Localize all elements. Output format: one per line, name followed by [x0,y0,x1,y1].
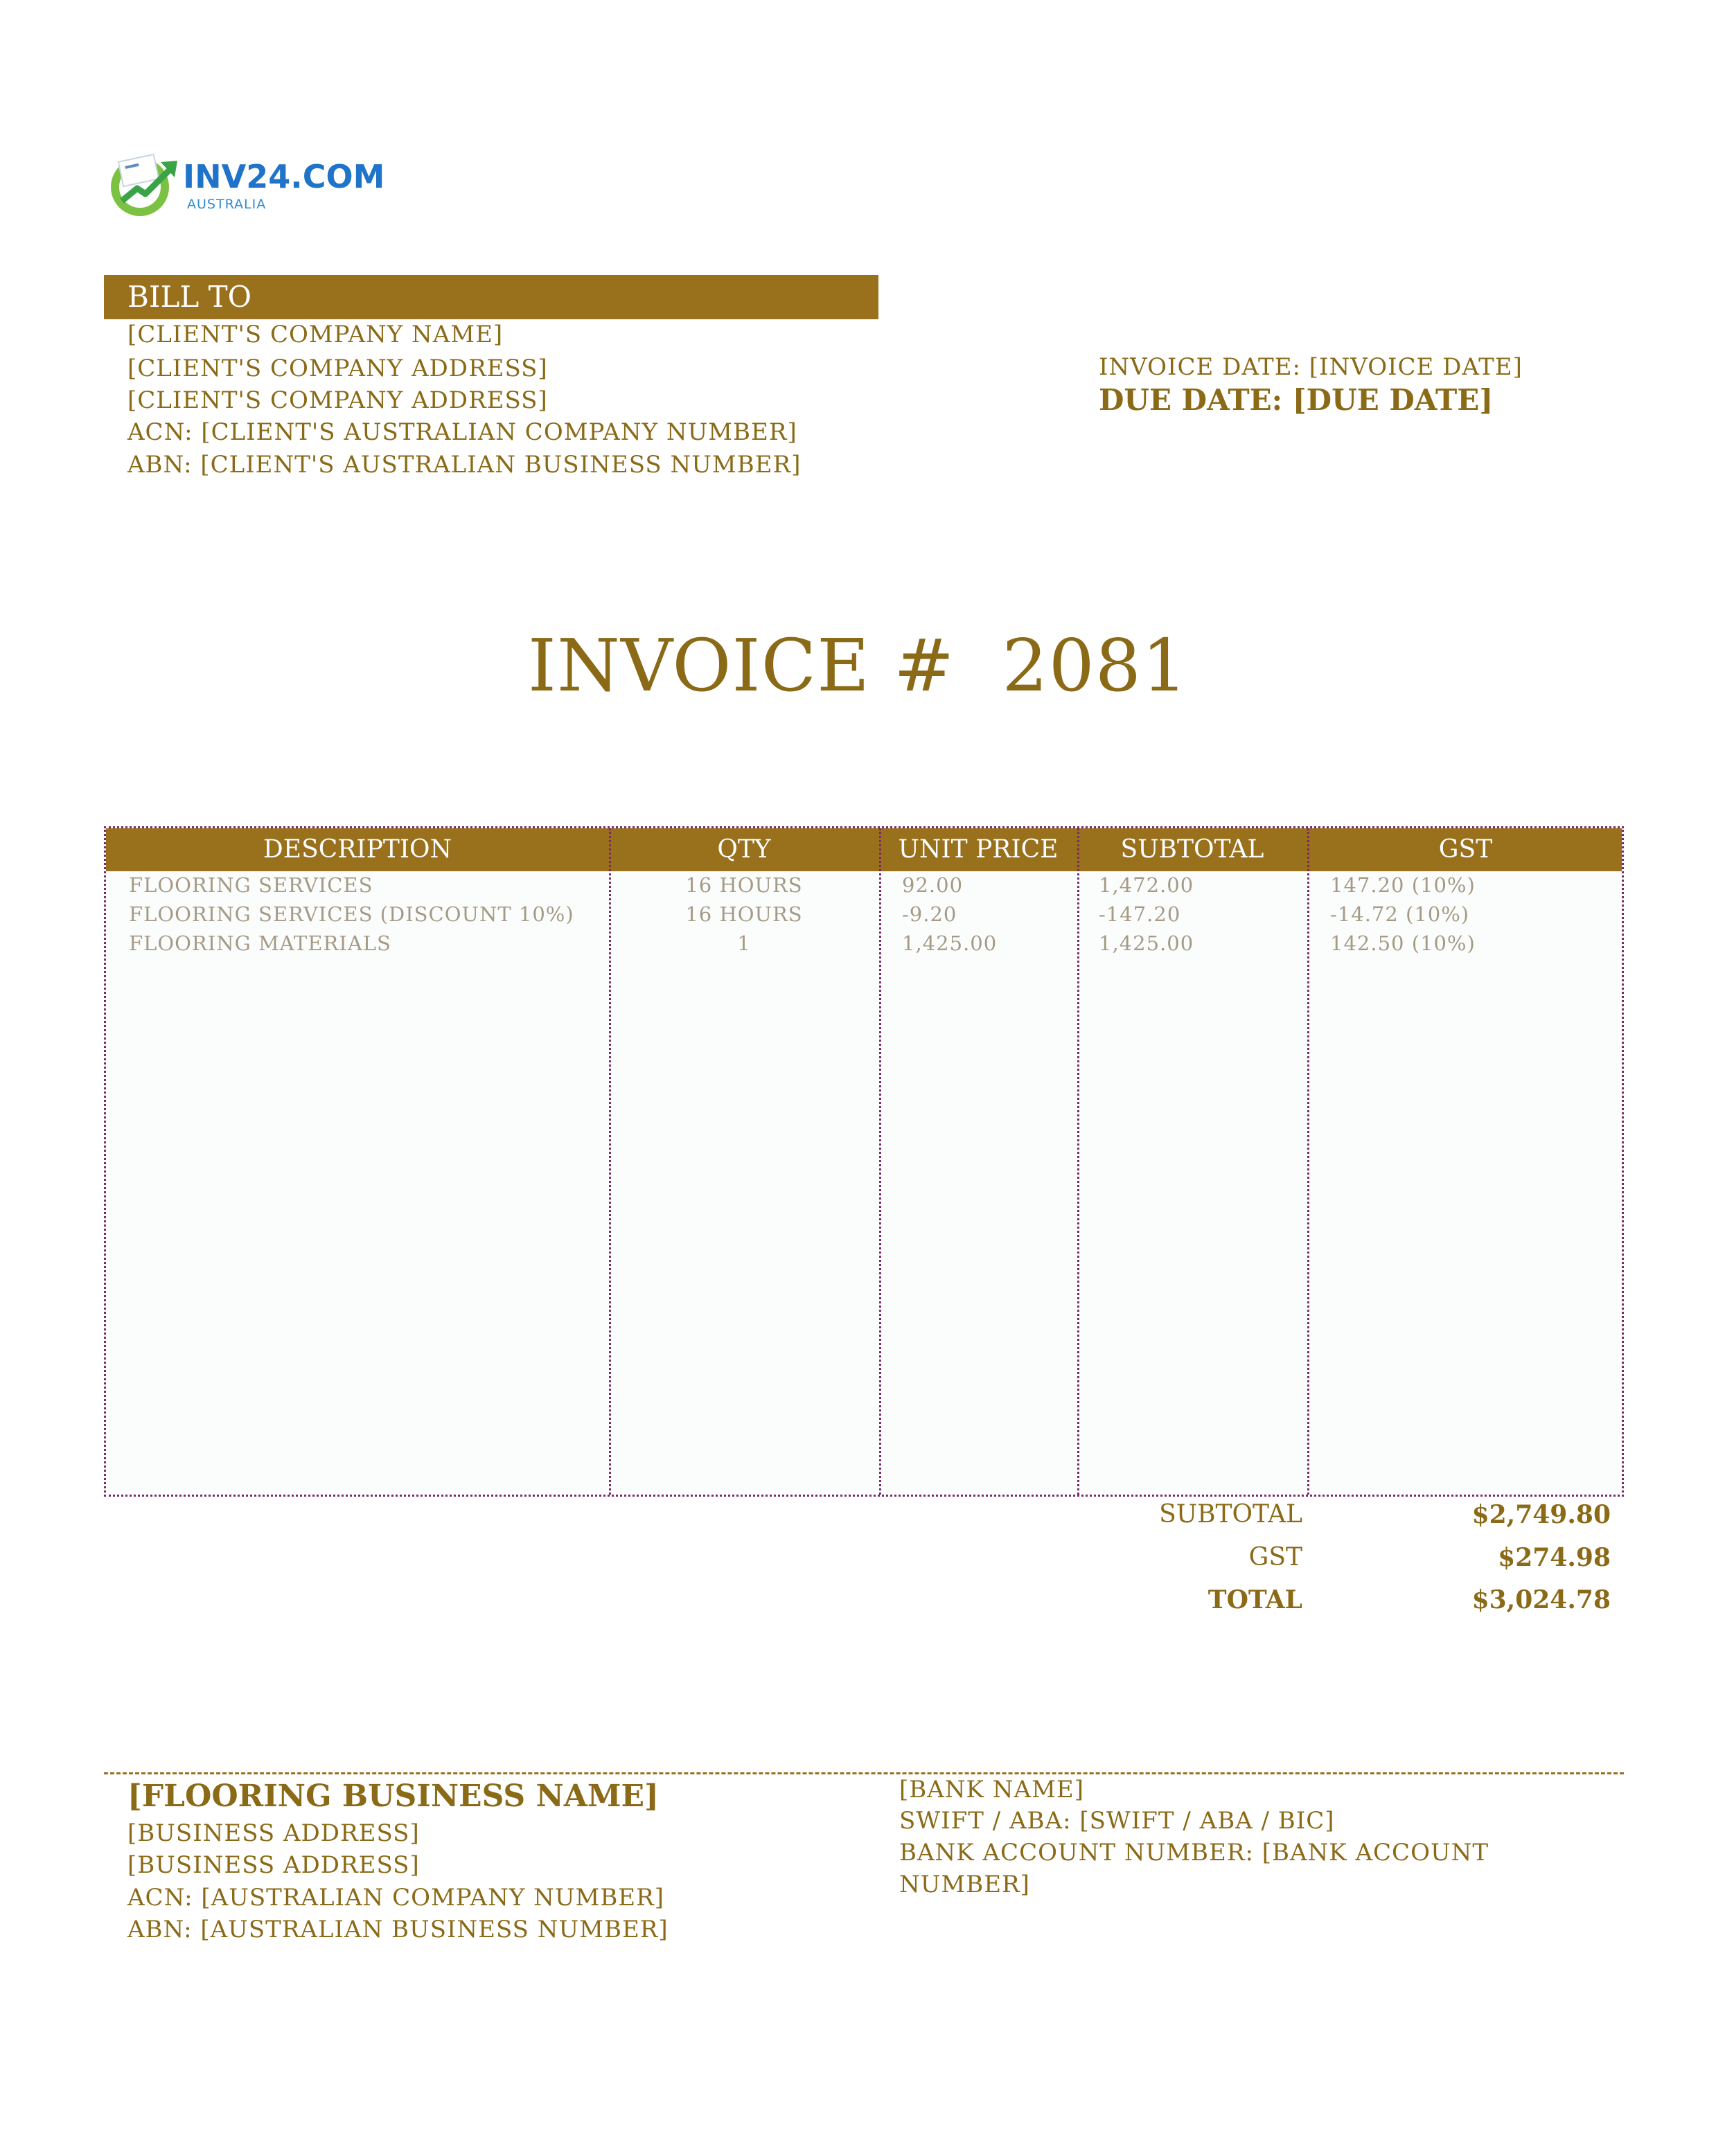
item-gst: -14.72 (10%) [1330,902,1470,926]
business-name: [FLOORING BUSINESS NAME] [127,1779,659,1814]
logo-brand: INV24.COM [183,158,385,195]
gst-label: GST [1248,1543,1302,1571]
logo-region: AUSTRALIA [187,197,267,212]
item-description: FLOORING SERVICES [129,873,373,897]
invoice-date: INVOICE DATE: [INVOICE DATE] [1099,353,1523,381]
item-description: FLOORING SERVICES (DISCOUNT 10%) [129,902,574,926]
footer-divider [104,1772,1624,1774]
company-logo [105,147,385,223]
item-subtotal: 1,425.00 [1099,932,1194,955]
bank-account-number-cont: NUMBER] [899,1871,1030,1898]
col-header-description: DESCRIPTION [263,835,452,864]
total-value: $3,024.78 [1471,1585,1611,1614]
bill-to-header: BILL TO [104,275,878,319]
invoice-title: INVOICE # 2081 [527,623,1189,708]
bill-to-abn: ABN: [CLIENT'S AUSTRALIAN BUSINESS NUMBER] [127,451,802,479]
bill-to-address-2: [CLIENT'S COMPANY ADDRESS] [127,386,548,414]
business-acn: ACN: [AUSTRALIAN COMPANY NUMBER] [127,1884,664,1912]
item-subtotal: -147.20 [1099,902,1181,926]
item-gst: 142.50 (10%) [1330,932,1476,955]
business-abn: ABN: [AUSTRALIAN BUSINESS NUMBER] [127,1916,669,1943]
total-label: TOTAL [1208,1585,1302,1614]
business-address-2: [BUSINESS ADDRESS] [127,1851,420,1879]
column-divider [1077,828,1079,1495]
due-date: DUE DATE: [DUE DATE] [1099,383,1494,417]
item-unit-price: 92.00 [902,873,964,897]
item-description: FLOORING MATERIALS [129,932,391,955]
subtotal-label: SUBTOTAL [1159,1500,1302,1529]
item-gst: 147.20 (10%) [1330,873,1476,897]
column-divider [1307,828,1309,1495]
bill-to-company-name: [CLIENT'S COMPANY NAME] [127,321,504,348]
col-header-subtotal: SUBTOTAL [1120,835,1264,864]
item-unit-price: -9.20 [902,902,957,926]
column-divider [879,828,881,1495]
bank-swift: SWIFT / ABA: [SWIFT / ABA / BIC] [899,1807,1335,1835]
column-divider [609,828,611,1495]
item-unit-price: 1,425.00 [902,932,998,955]
business-address-1: [BUSINESS ADDRESS] [127,1819,420,1847]
col-header-gst: GST [1438,835,1493,864]
table-header-row [106,828,1622,871]
item-qty: 1 [737,932,751,955]
items-table [104,826,1624,1497]
gst-value: $274.98 [1498,1543,1611,1572]
item-qty: 16 HOURS [685,902,803,926]
item-subtotal: 1,472.00 [1099,873,1194,897]
col-header-qty: QTY [717,835,771,864]
bank-name: [BANK NAME] [899,1776,1084,1803]
item-qty: 16 HOURS [685,873,803,897]
col-header-unit-price: UNIT PRICE [898,835,1059,864]
bill-to-acn: ACN: [CLIENT'S AUSTRALIAN COMPANY NUMBER] [127,418,797,446]
bill-to-address-1: [CLIENT'S COMPANY ADDRESS] [127,355,548,382]
logo-chart-icon [105,147,182,223]
subtotal-value: $2,749.80 [1471,1500,1611,1529]
bank-account-number: BANK ACCOUNT NUMBER: [BANK ACCOUNT [899,1839,1489,1867]
